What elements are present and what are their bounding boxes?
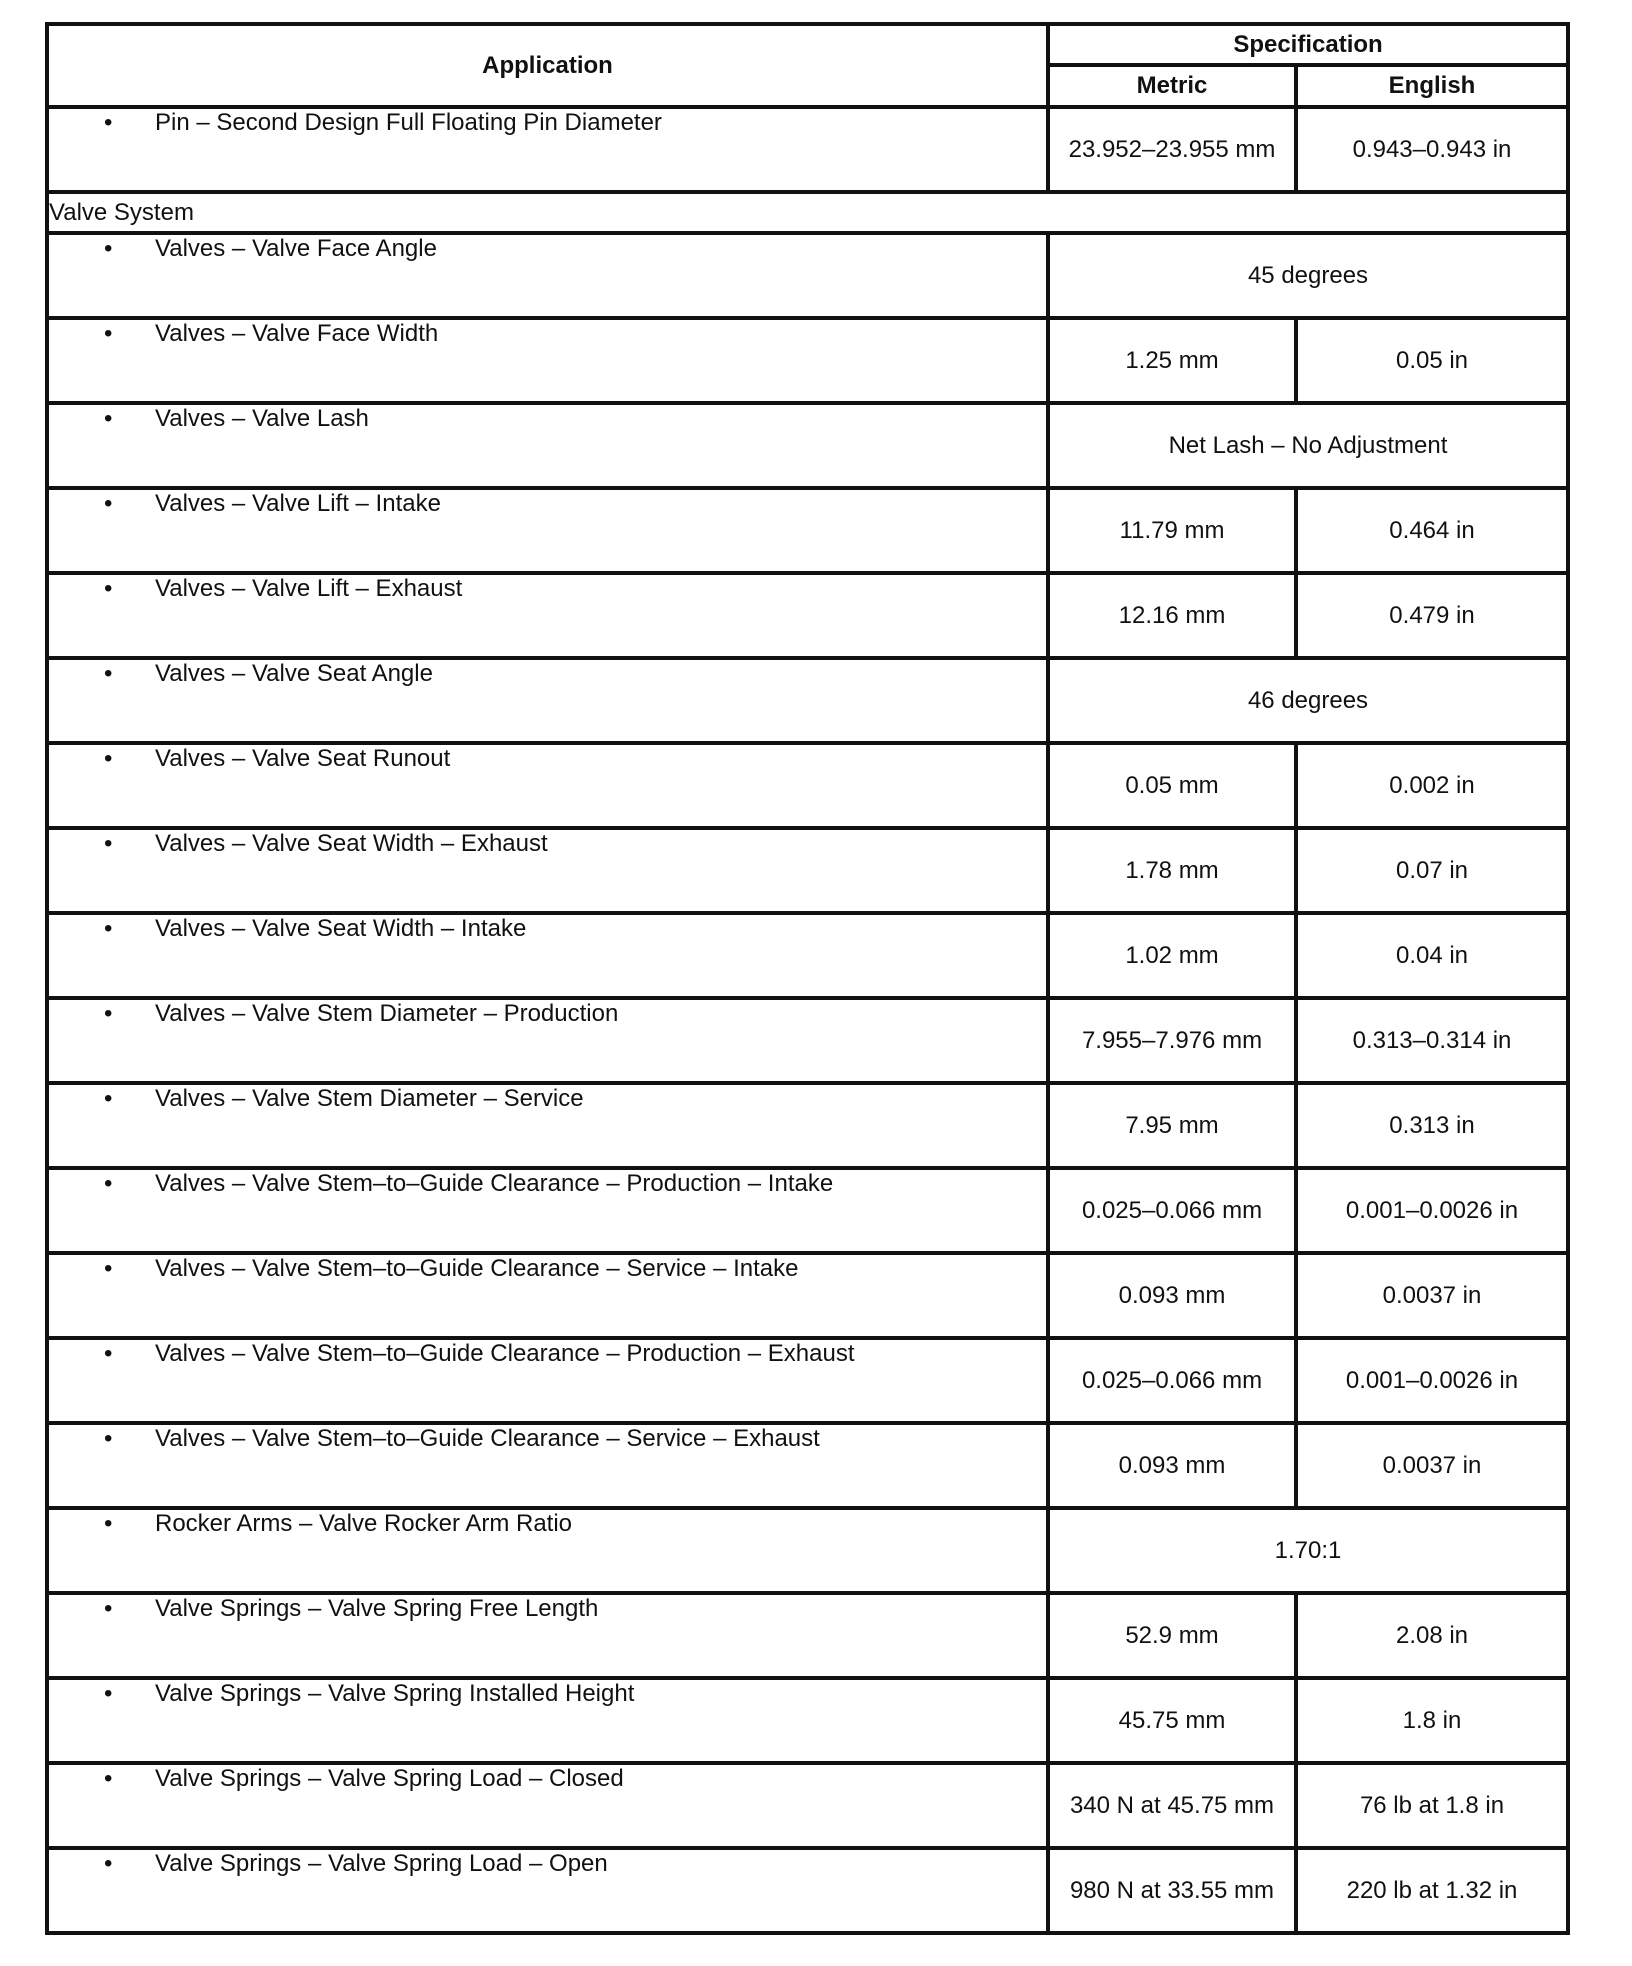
english-value-cell: 0.05 in — [1296, 318, 1568, 403]
application-text: Valves – Valve Stem–to–Guide Clearance – Service – Exhaust — [155, 1425, 820, 1452]
english-value-cell: 0.0037 in — [1296, 1423, 1568, 1508]
english-value-cell: 0.04 in — [1296, 913, 1568, 998]
header-row — [47, 24, 1568, 65]
table-row — [47, 233, 1568, 318]
metric-value-cell: 1.78 mm — [1048, 828, 1296, 913]
english-value-cell: 0.07 in — [1296, 828, 1568, 913]
table-row — [47, 1083, 1568, 1168]
table-row — [47, 828, 1568, 913]
application-cell — [47, 233, 1048, 318]
bullet-icon: • — [104, 1340, 113, 1367]
metric-value-cell: 0.025–0.066 mm — [1048, 1338, 1296, 1423]
application-cell — [47, 743, 1048, 828]
metric-value-cell: 12.16 mm — [1048, 573, 1296, 658]
english-value-cell: 0.002 in — [1296, 743, 1568, 828]
table-row — [47, 1168, 1568, 1253]
metric-value-cell: 23.952–23.955 mm — [1048, 107, 1296, 192]
table-header — [47, 24, 1568, 107]
combined-value-cell: 45 degrees — [1048, 233, 1568, 318]
application-cell — [47, 488, 1048, 573]
application-cell — [47, 1678, 1048, 1763]
bullet-icon: • — [104, 235, 113, 262]
english-value-cell: 1.8 in — [1296, 1678, 1568, 1763]
application-cell — [47, 1593, 1048, 1678]
table-row — [47, 403, 1568, 488]
metric-value-cell: 0.05 mm — [1048, 743, 1296, 828]
table-row — [47, 1508, 1568, 1593]
bullet-icon: • — [104, 915, 113, 942]
bullet-icon: • — [104, 1680, 113, 1707]
section-label: Valve System — [47, 192, 1568, 233]
application-text: Valves – Valve Lift – Intake — [155, 490, 441, 517]
application-text: Valves – Valve Stem–to–Guide Clearance – Production – Exhaust — [155, 1340, 855, 1367]
table-row — [47, 998, 1568, 1083]
application-text: Valves – Valve Seat Runout — [155, 745, 451, 772]
application-cell — [47, 658, 1048, 743]
bullet-icon: • — [104, 745, 113, 772]
metric-value-cell: 0.093 mm — [1048, 1253, 1296, 1338]
english-value-cell: 0.464 in — [1296, 488, 1568, 573]
bullet-icon: • — [104, 109, 113, 136]
bullet-icon: • — [104, 1425, 113, 1452]
english-header: English — [1296, 65, 1568, 107]
combined-value-cell: 1.70:1 — [1048, 1508, 1568, 1593]
table-row — [47, 1593, 1568, 1678]
application-cell — [47, 1253, 1048, 1338]
application-cell — [47, 573, 1048, 658]
english-value-cell: 76 lb at 1.8 in — [1296, 1763, 1568, 1848]
bullet-icon: • — [104, 405, 113, 432]
application-text: Valve Springs – Valve Spring Load – Open — [155, 1850, 608, 1877]
metric-value-cell: 45.75 mm — [1048, 1678, 1296, 1763]
section-row — [47, 192, 1568, 233]
spec-table — [45, 22, 1570, 1935]
metric-value-cell: 11.79 mm — [1048, 488, 1296, 573]
application-text: Valves – Valve Seat Width – Exhaust — [155, 830, 548, 857]
english-value-cell: 0.479 in — [1296, 573, 1568, 658]
table-row — [47, 1763, 1568, 1848]
bullet-icon: • — [104, 575, 113, 602]
application-text: Valves – Valve Stem Diameter – Service — [155, 1085, 584, 1112]
table-row — [47, 658, 1568, 743]
application-cell — [47, 318, 1048, 403]
application-text: Valves – Valve Lash — [155, 405, 369, 432]
table-row — [47, 1423, 1568, 1508]
bullet-icon: • — [104, 1085, 113, 1112]
english-value-cell: 2.08 in — [1296, 1593, 1568, 1678]
application-text: Valves – Valve Face Width — [155, 320, 439, 347]
bullet-icon: • — [104, 1000, 113, 1027]
application-cell — [47, 998, 1048, 1083]
application-cell — [47, 1848, 1048, 1933]
metric-value-cell: 340 N at 45.75 mm — [1048, 1763, 1296, 1848]
application-cell — [47, 828, 1048, 913]
table-row — [47, 1338, 1568, 1423]
english-value-cell: 0.313 in — [1296, 1083, 1568, 1168]
bullet-icon: • — [104, 1255, 113, 1282]
english-value-cell: 0.313–0.314 in — [1296, 998, 1568, 1083]
application-text: Pin – Second Design Full Floating Pin Diameter — [155, 109, 662, 136]
application-cell — [47, 1508, 1048, 1593]
bullet-icon: • — [104, 660, 113, 687]
english-value-cell: 0.001–0.0026 in — [1296, 1168, 1568, 1253]
metric-value-cell: 0.025–0.066 mm — [1048, 1168, 1296, 1253]
application-cell — [47, 107, 1048, 192]
application-cell — [47, 913, 1048, 998]
application-text: Valve Springs – Valve Spring Load – Closed — [155, 1765, 624, 1792]
application-cell — [47, 1763, 1048, 1848]
bullet-icon: • — [104, 1765, 113, 1792]
application-text: Valve Springs – Valve Spring Free Length — [155, 1595, 599, 1622]
table-row — [47, 488, 1568, 573]
table-row — [47, 743, 1568, 828]
bullet-icon: • — [104, 1170, 113, 1197]
english-value-cell: 220 lb at 1.32 in — [1296, 1848, 1568, 1933]
metric-header: Metric — [1048, 65, 1296, 107]
bullet-icon: • — [104, 1510, 113, 1537]
table-row — [47, 107, 1568, 192]
specification-header: Specification — [1048, 24, 1568, 65]
application-text: Valves – Valve Seat Angle — [155, 660, 433, 687]
english-value-cell: 0.001–0.0026 in — [1296, 1338, 1568, 1423]
metric-value-cell: 1.25 mm — [1048, 318, 1296, 403]
table-row — [47, 318, 1568, 403]
table-row — [47, 573, 1568, 658]
application-text: Valves – Valve Stem–to–Guide Clearance – Service – Intake — [155, 1255, 799, 1282]
bullet-icon: • — [104, 490, 113, 517]
metric-value-cell: 52.9 mm — [1048, 1593, 1296, 1678]
table-row — [47, 1678, 1568, 1763]
application-text: Valves – Valve Face Angle — [155, 235, 437, 262]
combined-value-cell: 46 degrees — [1048, 658, 1568, 743]
table-row — [47, 913, 1568, 998]
metric-value-cell: 7.955–7.976 mm — [1048, 998, 1296, 1083]
english-value-cell: 0.0037 in — [1296, 1253, 1568, 1338]
application-text: Valves – Valve Seat Width – Intake — [155, 915, 527, 942]
table-row — [47, 1253, 1568, 1338]
application-text: Rocker Arms – Valve Rocker Arm Ratio — [155, 1510, 573, 1537]
english-value-cell: 0.943–0.943 in — [1296, 107, 1568, 192]
bullet-icon: • — [104, 1595, 113, 1622]
application-cell — [47, 1423, 1048, 1508]
application-header: Application — [47, 24, 1048, 107]
application-cell — [47, 1338, 1048, 1423]
bullet-icon: • — [104, 1850, 113, 1877]
application-cell — [47, 403, 1048, 488]
application-text: Valves – Valve Lift – Exhaust — [155, 575, 463, 602]
combined-value-cell: Net Lash – No Adjustment — [1048, 403, 1568, 488]
table-row — [47, 1848, 1568, 1933]
metric-value-cell: 980 N at 33.55 mm — [1048, 1848, 1296, 1933]
metric-value-cell: 7.95 mm — [1048, 1083, 1296, 1168]
application-cell — [47, 1083, 1048, 1168]
application-text: Valve Springs – Valve Spring Installed Height — [155, 1680, 635, 1707]
metric-value-cell: 1.02 mm — [1048, 913, 1296, 998]
bullet-icon: • — [104, 320, 113, 347]
application-cell — [47, 1168, 1048, 1253]
application-text: Valves – Valve Stem–to–Guide Clearance – Production – Intake — [155, 1170, 834, 1197]
application-text: Valves – Valve Stem Diameter – Production — [155, 1000, 619, 1027]
metric-value-cell: 0.093 mm — [1048, 1423, 1296, 1508]
table-body — [47, 107, 1568, 1933]
bullet-icon: • — [104, 830, 113, 857]
